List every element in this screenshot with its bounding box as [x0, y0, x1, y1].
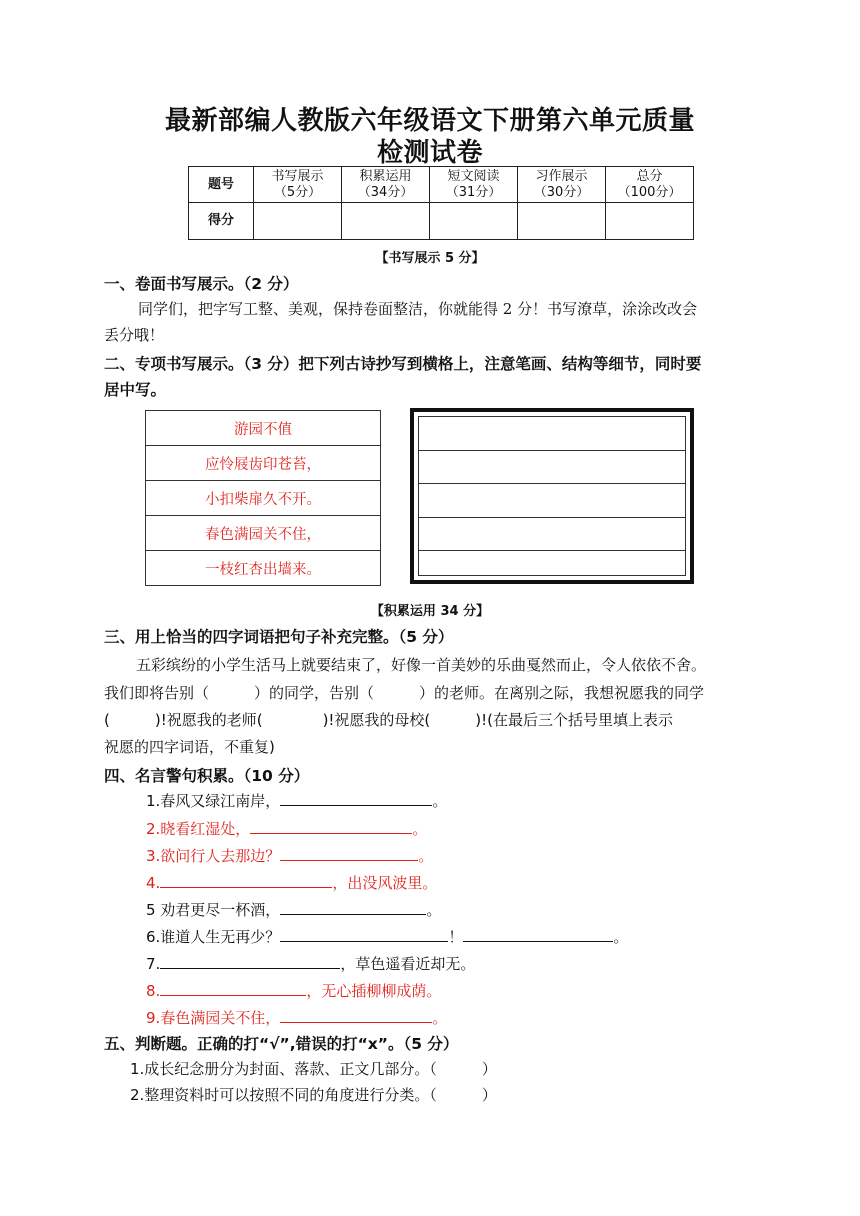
answer-blank[interactable]: [280, 900, 426, 915]
q4-item-8: [146, 980, 441, 1001]
section-header-writing: 【书写展示 5 分】: [375, 251, 485, 266]
score-table: [188, 166, 694, 240]
poem-title: 游园不值: [146, 411, 381, 446]
q4-item-3: [146, 845, 433, 866]
score-header-3: 短文阅读 （31分）: [430, 167, 518, 203]
score-header-1: 书写展示 （5分）: [254, 167, 342, 203]
answer-blank[interactable]: [160, 954, 340, 969]
q4-item-4-prompt: 4.: [146, 874, 161, 892]
q3-text-line2: 我们即将告别（ ）的同学，告别（ ）的老师。在离别之际，我想祝愿我的同学: [104, 684, 705, 702]
q4-item-5-end: 。: [426, 901, 442, 919]
page-title-line1: 最新部编人教版六年级语文下册第六单元质量: [164, 106, 695, 136]
writing-line[interactable]: [419, 451, 685, 485]
answer-blank[interactable]: [280, 1008, 432, 1023]
writing-line[interactable]: [419, 518, 685, 552]
q4-item-5: [146, 899, 441, 920]
q4-item-1-prompt: 1.春风又绿江南岸，: [146, 792, 281, 810]
poem-line: 应怜屐齿印苍苔，: [146, 446, 381, 481]
score-cell[interactable]: [606, 203, 694, 240]
q4-item-8-end: ，无心插柳柳成荫。: [306, 982, 442, 1000]
score-header-0: 题号: [189, 167, 254, 203]
score-header-5: 总分 （100分）: [606, 167, 694, 203]
q4-item-2: [146, 818, 427, 839]
q4-item-9: [146, 1007, 447, 1028]
score-cell[interactable]: [518, 203, 606, 240]
q4-item-1-end: 。: [432, 792, 448, 810]
q5-item-2: 2.整理资料时可以按照不同的角度进行分类。（ ）: [130, 1086, 497, 1104]
poem-line: 一枝红杏出墙来。: [146, 551, 381, 586]
q4-item-6-prompt: 6.谁道人生无再少？: [146, 928, 281, 946]
writing-line[interactable]: [419, 551, 685, 585]
q5-heading: 五、判断题。正确的打“√”,错误的打“x”。（5 分）: [104, 1035, 459, 1053]
q4-item-1: [146, 790, 447, 811]
q4-item-6: [146, 926, 628, 947]
q4-item-7-prompt: 7.: [146, 955, 161, 973]
q1-text-line1: 同学们，把字写工整、美观，保持卷面整洁，你就能得 2 分！书写潦草，涂涂改改会: [138, 300, 698, 318]
q2-heading-line2: 居中写。: [104, 381, 167, 399]
poem-line: 春色满园关不住，: [146, 516, 381, 551]
score-header-4: 习作展示 （30分）: [518, 167, 606, 203]
q1-text-line2: 丢分哦！: [104, 326, 165, 344]
q3-text-line1: 五彩缤纷的小学生活马上就要结束了，好像一首美妙的乐曲戛然而止，令人依依不舍。: [136, 656, 707, 674]
page-title-line2: 检测试卷: [376, 138, 483, 168]
answer-blank[interactable]: [250, 819, 412, 834]
q2-heading-line1: 二、专项书写展示。（3 分）把下列古诗抄写到横格上，注意笔画、结构等细节，同时要: [104, 355, 702, 373]
answer-blank[interactable]: [280, 791, 432, 806]
answer-blank[interactable]: [160, 981, 306, 996]
q4-heading: 四、名言警句积累。（10 分）: [104, 767, 310, 785]
q4-item-5-prompt: 5 劝君更尽一杯酒，: [146, 901, 281, 919]
poem-line: 小扣柴扉久不开。: [146, 481, 381, 516]
score-cell[interactable]: [342, 203, 430, 240]
q4-item-2-end: 。: [412, 820, 428, 838]
writing-grid: [410, 408, 694, 584]
q3-text-line3: ( )!祝愿我的老师( )!祝愿我的母校( )!(在最后三个括号里填上表示: [104, 711, 674, 729]
answer-blank[interactable]: [280, 927, 448, 942]
writing-line[interactable]: [419, 484, 685, 518]
score-row-label: 得分: [189, 203, 254, 240]
q4-item-9-end: 。: [432, 1009, 448, 1027]
q3-text-line4: 祝愿的四字词语，不重复): [104, 738, 275, 756]
q4-item-7: [146, 953, 475, 974]
score-header-2: 积累运用 （34分）: [342, 167, 430, 203]
section-header-accumulation: 【积累运用 34 分】: [370, 604, 490, 619]
q1-heading: 一、卷面书写展示。（2 分）: [104, 275, 299, 293]
answer-blank[interactable]: [463, 927, 613, 942]
q4-item-6-mid: ！: [448, 928, 464, 946]
score-cell[interactable]: [254, 203, 342, 240]
answer-blank[interactable]: [160, 873, 332, 888]
q4-item-3-end: 。: [418, 847, 434, 865]
q4-item-4: [146, 872, 437, 893]
q4-item-6-end: 。: [613, 928, 629, 946]
q3-heading: 三、用上恰当的四字词语把句子补充完整。（5 分）: [104, 628, 454, 646]
poem-table: [145, 410, 381, 586]
score-cell[interactable]: [430, 203, 518, 240]
q4-item-2-prompt: 2.晓看红湿处，: [146, 820, 251, 838]
answer-blank[interactable]: [280, 846, 418, 861]
writing-line[interactable]: [419, 417, 685, 451]
q4-item-9-prompt: 9.春色满园关不住，: [146, 1009, 281, 1027]
q5-item-1: 1.成长纪念册分为封面、落款、正文几部分。（ ）: [130, 1060, 497, 1078]
q4-item-3-prompt: 3.欲问行人去那边？: [146, 847, 281, 865]
q4-item-4-end: ，出没风波里。: [332, 874, 438, 892]
q4-item-8-prompt: 8.: [146, 982, 161, 1000]
q4-item-7-end: ，草色遥看近却无。: [340, 955, 476, 973]
